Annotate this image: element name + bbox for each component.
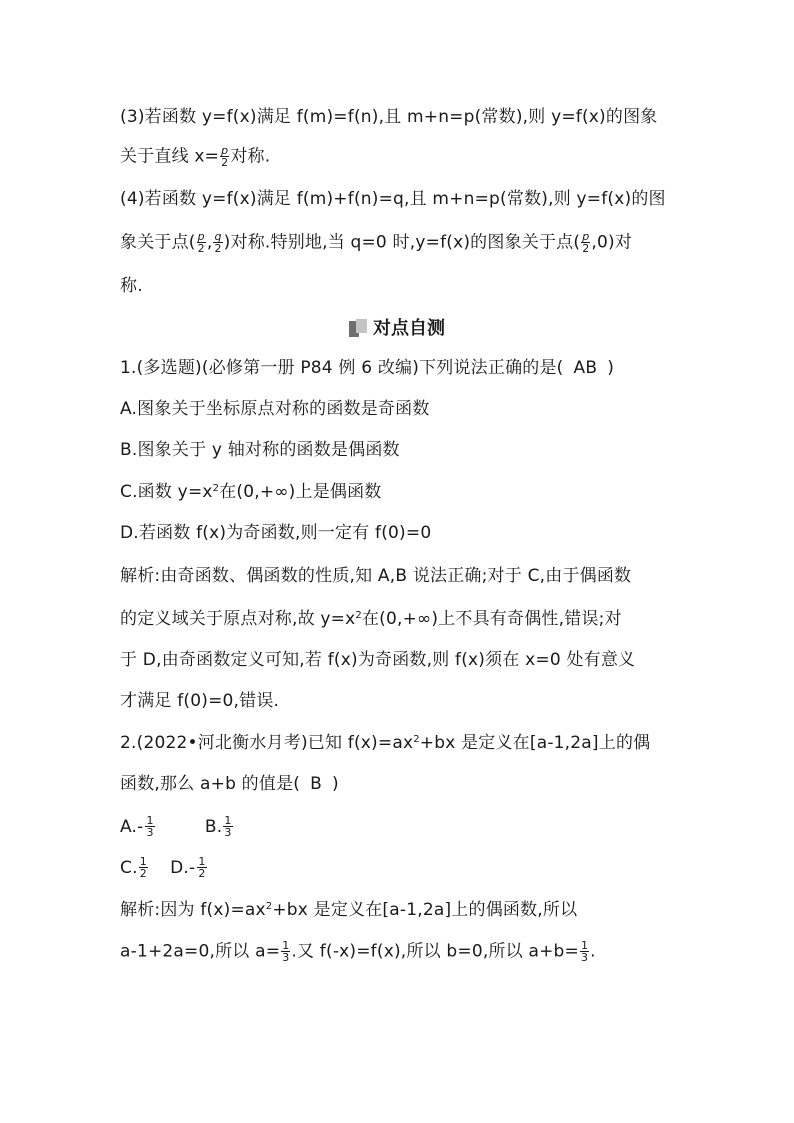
question-2-options-row-2: [120, 856, 208, 879]
option-label: B.: [204, 816, 223, 837]
question-2-stem-line-2: [120, 773, 339, 795]
fraction-denominator: 2: [197, 242, 205, 255]
option-label: C.: [120, 857, 138, 878]
comma: ,: [206, 232, 213, 253]
option-d: [170, 855, 207, 880]
option-a: [120, 814, 156, 839]
fraction-numerator: p: [582, 230, 590, 243]
fraction-1-over-3: [223, 815, 232, 838]
option-label: A.: [120, 816, 138, 837]
question-1-option-d: [120, 522, 431, 544]
solution-text: 在(0,+∞)上不具有奇偶性,错误;对: [361, 609, 622, 629]
question-1-stem: [120, 357, 614, 379]
solution-text: +bx 是定义在[a-1,2a]上的偶函数,所以: [272, 900, 578, 920]
fraction-p-over-2: [197, 231, 206, 254]
exponent: 2: [265, 901, 273, 912]
question-2-solution-line-2: [120, 940, 596, 963]
property-4-line-1: [120, 188, 666, 210]
fraction-denominator: 3: [580, 951, 589, 964]
question-1-close: ): [607, 358, 615, 378]
fraction-denominator: 2: [139, 867, 147, 880]
property-3-line-2: [120, 145, 270, 168]
fraction-denominator: 2: [198, 867, 206, 880]
question-1-option-b: [120, 439, 400, 461]
option-text: B.图象关于 y 轴对称的函数是偶函数: [120, 440, 400, 460]
question-2-answer: B: [310, 774, 322, 794]
question-1-solution-line-1: [120, 565, 631, 587]
option-text: C.函数 y=x: [120, 482, 213, 502]
fraction-numerator: 1: [224, 814, 232, 827]
fraction-denominator: 3: [224, 826, 232, 839]
question-1-solution-line-4: [120, 690, 279, 712]
fraction-1-over-2: [139, 856, 148, 879]
question-2-solution-line-1: [120, 899, 577, 921]
exponent: 2: [355, 610, 362, 621]
question-2-text: 函数,那么 a+b 的值是(: [120, 774, 301, 794]
question-1-solution-line-3: [120, 649, 635, 671]
fraction-p-over-2: [581, 231, 590, 254]
fraction-numerator: 1: [198, 855, 206, 868]
question-1-solution-line-2: [120, 608, 622, 630]
solution-text: a-1+2a=0,所以 a=: [120, 941, 281, 962]
section-marker-icon: [349, 319, 367, 337]
question-1-answer: AB: [573, 358, 598, 378]
fraction-denominator: 2: [221, 156, 229, 169]
property-4-text-c: ,0)对: [591, 232, 633, 253]
property-4-text-end: 称.: [120, 276, 143, 296]
fraction-1-over-3: [145, 815, 154, 838]
property-4-text-b: )对称.特别地,当 q=0 时,y=f(x)的图象关于点(: [223, 232, 581, 253]
question-2-close: ): [331, 774, 339, 794]
exponent: 2: [413, 734, 420, 745]
fraction-numerator: 1: [580, 939, 589, 952]
fraction-denominator: 3: [282, 951, 290, 964]
section-title: 对点自测: [373, 318, 445, 339]
section-heading: [0, 317, 794, 341]
fraction-numerator: p: [221, 144, 229, 157]
minus-sign: -: [189, 857, 196, 878]
option-b: [204, 814, 234, 839]
fraction-numerator: p: [197, 230, 205, 243]
option-text: D.若函数 f(x)为奇函数,则一定有 f(0)=0: [120, 523, 432, 543]
minus-sign: -: [137, 816, 144, 837]
solution-text: 解析:由奇函数、偶函数的性质,知 A,B 说法正确;对于 C,由于偶函数: [120, 566, 632, 586]
solution-text: 的定义域关于原点对称,故 y=x: [120, 609, 356, 629]
property-3-line-1: [120, 106, 658, 128]
solution-text: 才满足 f(0)=0,错误.: [120, 691, 280, 711]
property-3-text: (3)若函数 y=f(x)满足 f(m)=f(n),且 m+n=p(常数),则 y=f(x)的图象: [120, 107, 658, 127]
fraction-numerator: 1: [146, 814, 154, 827]
question-1-option-c: [120, 481, 382, 503]
fraction-denominator: 2: [582, 242, 590, 255]
fraction-numerator: q: [214, 230, 222, 243]
question-1-text: 1.(多选题)(必修第一册 P84 例 6 改编)下列说法正确的是(: [120, 358, 564, 378]
question-1-option-a: [120, 398, 430, 420]
option-label: D.: [170, 857, 190, 878]
solution-text: 解析:因为 f(x)=ax: [120, 900, 266, 920]
solution-text: .: [590, 941, 596, 962]
question-2-text: +bx 是定义在[a-1,2a]上的偶: [419, 733, 651, 753]
fraction-numerator: 1: [139, 855, 147, 868]
solution-text: .又 f(-x)=f(x),所以 b=0,所以 a+b=: [291, 941, 579, 962]
question-2-text: 2.(2022•河北衡水月考)已知 f(x)=ax: [120, 733, 414, 753]
property-3-text-b: 对称.: [230, 146, 271, 167]
property-4-text-a: 象关于点(: [120, 232, 196, 253]
fraction-1-over-3: [580, 940, 589, 963]
option-text: A.图象关于坐标原点对称的函数是奇函数: [120, 399, 430, 419]
question-2-stem-line-1: [120, 732, 650, 754]
fraction-p-over-2: [220, 145, 229, 168]
question-2-options-row-1: [120, 815, 234, 838]
fraction-1-over-2: [197, 856, 206, 879]
option-c: [120, 855, 149, 880]
exponent: 2: [212, 483, 220, 494]
fraction-denominator: 2: [214, 242, 222, 255]
property-4-line-2: [120, 231, 632, 254]
solution-text: 于 D,由奇函数定义可知,若 f(x)为奇函数,则 f(x)须在 x=0 处有意义: [120, 650, 636, 670]
fraction-denominator: 3: [146, 826, 154, 839]
property-4-text: (4)若函数 y=f(x)满足 f(m)+f(n)=q,且 m+n=p(常数),则 y=f(x)的图: [120, 189, 666, 209]
fraction-q-over-2: [213, 231, 222, 254]
fraction-1-over-3: [281, 940, 290, 963]
option-text: 在(0,+∞)上是偶函数: [219, 482, 382, 502]
property-3-text-a: 关于直线 x=: [120, 146, 220, 167]
property-4-line-3: [120, 275, 143, 297]
fraction-numerator: 1: [282, 939, 290, 952]
